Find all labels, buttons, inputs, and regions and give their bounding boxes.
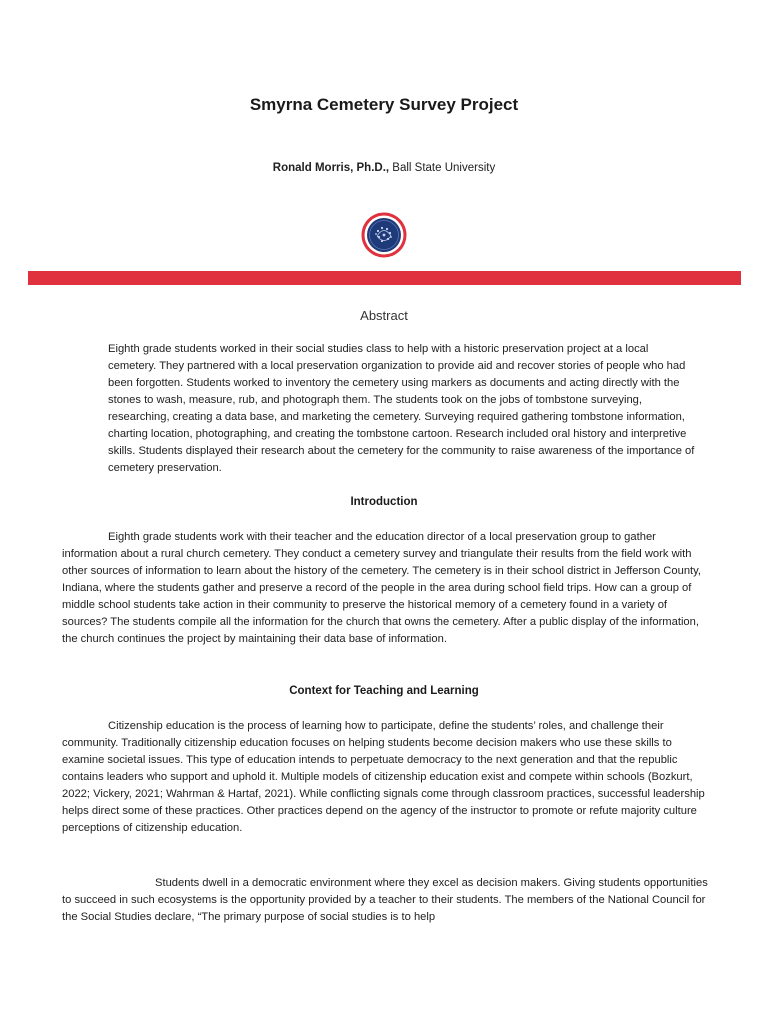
paper-title: Smyrna Cemetery Survey Project: [249, 95, 519, 114]
seal-logo-icon: [360, 211, 408, 259]
introduction-paragraph: Eighth grade students work with their teacher and the education director of a local preservation group to gather information about a rural church cemetery. They conduct a cemetery survey and triangulate their results from the field work with other sources of information to learn about the history of the cemetery. The cemetery is in their school district in Jefferson County, Indiana, where the students gather and preserve a record of the people in the area during school field trips. How can a group of middle school students take action in their community to preserve the historical memory of a cemetery found in a variety of sources? The students compile all the information for the church that owns the cemetery. After a public display of the information, the church continues the project by maintaining their data base of information.: [62, 531, 702, 645]
author-name: Ronald Morris, Ph.D.,: [272, 162, 390, 174]
introduction-heading: Introduction: [350, 496, 418, 508]
context-heading: Context for Teaching and Learning: [289, 685, 479, 697]
abstract-text: Eighth grade students worked in their social studies class to help with a historic preservation project at a local cemetery. They partnered with a local preservation organization to provide aid and recover stories of people who had been forgotten. Students worked to inventory the cemetery using markers as documents and acting directly with the stones to wash, measure, rub, and photograph them. The students took on the jobs of tombstone surveying, researching, creating a data base, and marketing the cemetery. Surveying required gathering tombstone information, charting location, photographing, and creating the tombstone cartoon. Research included oral history and interpretive skills. Students displayed their research about the cemetery for the community to raise awareness of the importance of cemetery preservation.: [108, 343, 695, 474]
header-divider-band: [28, 271, 741, 285]
context-paragraph-2: Students dwell in a democratic environment where they excel as decision makers. Giving students opportunities to succeed in such ecosystems is the opportunity provided by a teacher to their students. The members of the National Council for the Social Studies declare, “The primary purpose of social studies is to help: [62, 877, 708, 923]
context-paragraph-1: Citizenship education is the process of learning how to participate, define the students’ roles, and challenge their community. Traditionally citizenship education focuses on helping students become decision makers who use these skills to examine societal issues. This type of education intends to perpetuate democracy to the next generation and that the republic contains leaders who support and uphold it. Multiple models of citizenship education exist and compete within schools (Bozkurt, 2022; Vickery, 2021; Wahrman & Hartaf, 2021). While conflicting signals come through classroom practices, successful leadership helps direct some of these practices. Other practices depend on the agency of the instructor to promote or refute majority culture perceptions of citizenship education.: [62, 720, 705, 834]
author-line: [0, 162, 768, 174]
abstract-heading: Abstract: [360, 308, 408, 323]
author-affiliation: Ball State University: [389, 162, 496, 174]
